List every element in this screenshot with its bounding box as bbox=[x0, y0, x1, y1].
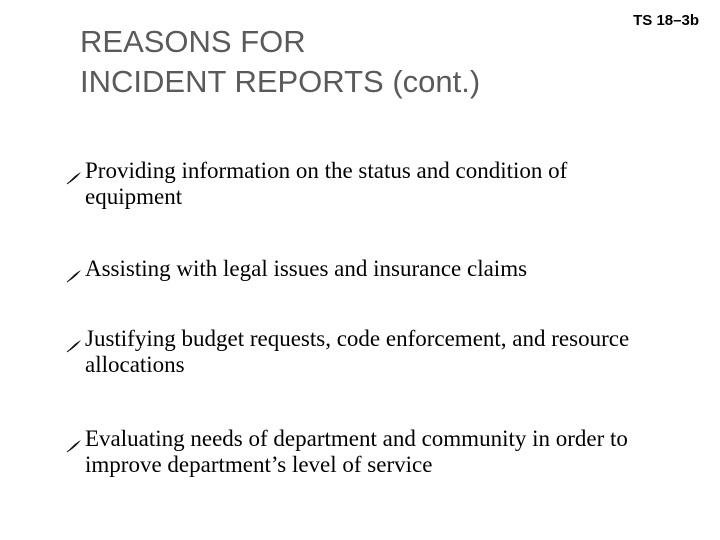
slide-code: TS 18–3b bbox=[633, 12, 699, 29]
quill-bullet-icon bbox=[66, 433, 82, 447]
slide-title bbox=[80, 22, 600, 102]
quill-bullet-icon bbox=[66, 263, 82, 277]
quill-bullet-icon bbox=[66, 165, 82, 179]
bullet-item bbox=[66, 326, 666, 378]
slide-title-line-2: INCIDENT REPORTS (cont.) bbox=[80, 64, 481, 99]
bullet-text: Assisting with legal issues and insurance claims bbox=[85, 256, 528, 281]
slide-title-line-1: REASONS FOR bbox=[80, 24, 306, 59]
bullet-item bbox=[66, 256, 666, 282]
bullet-item bbox=[66, 426, 666, 478]
bullet-text: Evaluating needs of department and community in order to improve department’s level of service bbox=[85, 426, 628, 477]
bullet-text: Providing information on the status and condition of equipment bbox=[85, 158, 568, 209]
bullet-item bbox=[66, 158, 666, 210]
quill-bullet-icon bbox=[66, 333, 82, 347]
bullet-text: Justifying budget requests, code enforcement, and resource allocations bbox=[85, 326, 630, 377]
